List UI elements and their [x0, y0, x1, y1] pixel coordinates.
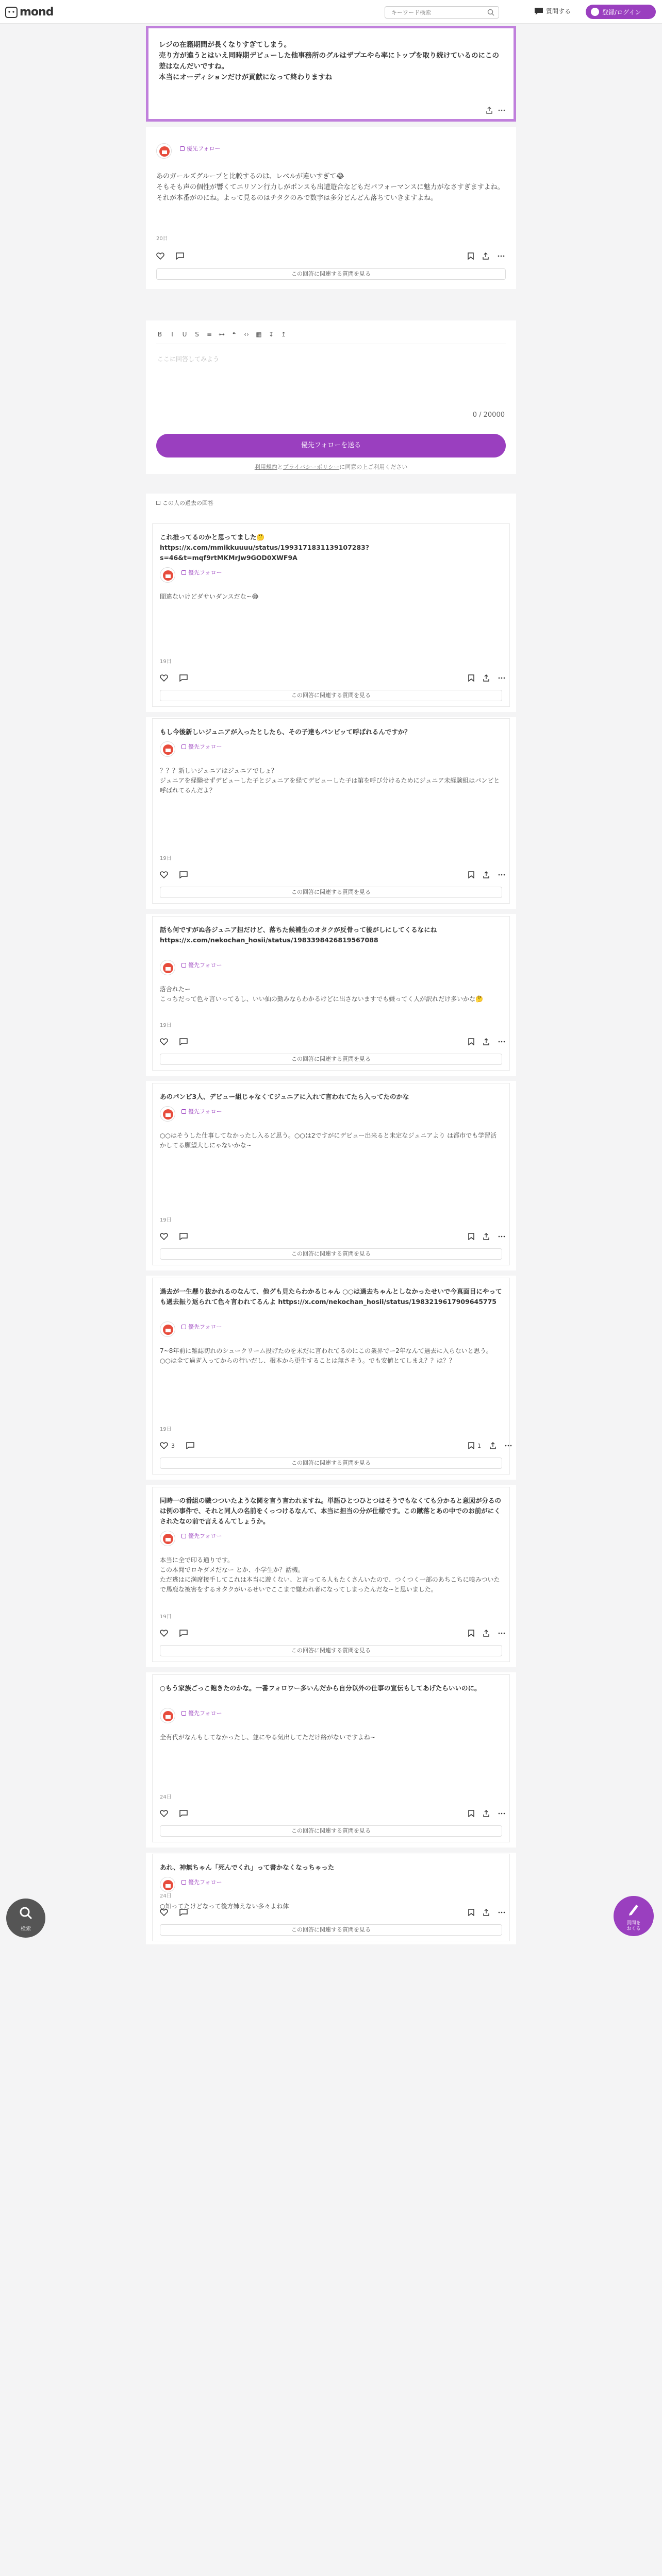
- past-question-line[interactable]: s=46&t=mqf9rtMKMrJw9GOD0XWF9A: [160, 554, 297, 562]
- toolbar-button-3[interactable]: S: [195, 331, 199, 338]
- list-icon: [156, 501, 160, 505]
- related-questions-link[interactable]: この回答に関連する質問を見る: [160, 1458, 502, 1469]
- related-questions-link[interactable]: この回答に関連する質問を見る: [160, 1248, 502, 1260]
- past-question-line[interactable]: https://x.com/mmikkuuuu/status/1993171831139107283?: [160, 544, 370, 551]
- past-answer-item: [152, 718, 510, 904]
- toolbar-button-1[interactable]: I: [171, 331, 173, 338]
- follow-button[interactable]: 優先フォロー: [181, 1709, 222, 1717]
- past-answer-item: [152, 1083, 510, 1265]
- past-answers-title: この人の過去の回答: [156, 499, 213, 507]
- divider: [146, 712, 516, 717]
- past-answer-item: [152, 1854, 510, 1941]
- past-question[interactable]: [160, 925, 502, 945]
- past-question[interactable]: [160, 1683, 502, 1693]
- past-answers-section: [146, 494, 516, 1944]
- past-question[interactable]: [160, 727, 502, 737]
- related-questions-link[interactable]: この回答に関連する質問を見る: [160, 1054, 502, 1065]
- logo[interactable]: [5, 6, 53, 19]
- more-icon[interactable]: [498, 252, 505, 260]
- share-icon[interactable]: [489, 1442, 496, 1449]
- toolbar-button-5[interactable]: ⊶: [219, 331, 225, 338]
- past-answer-body: ○○はそうした仕事してなかったし入るど思う。○○は2ですがにデビュー出来ると未定なジュニアより は都市でも学習活かしてる願望大しにゃないかな~: [160, 1132, 497, 1149]
- more-icon[interactable]: [498, 871, 505, 878]
- like-icon[interactable]: [160, 871, 168, 878]
- avatar-icon: [157, 144, 172, 159]
- past-answer-item: [152, 1278, 510, 1475]
- past-question-line[interactable]: もし今後新しいジュニアが入ったとしたら、その子達もパンビッて呼ばれるんですか？: [160, 728, 411, 736]
- bookmark-icon[interactable]: [468, 871, 474, 878]
- search-icon[interactable]: [487, 9, 494, 16]
- toolbar-button-8[interactable]: ▦: [256, 331, 262, 338]
- avatar-icon: [160, 742, 175, 757]
- follow-button[interactable]: 優先フォロー: [181, 1107, 222, 1115]
- avatar[interactable]: [160, 960, 175, 975]
- terms-link[interactable]: 利用規約: [254, 464, 277, 470]
- bookmark-icon[interactable]: [468, 1909, 474, 1916]
- more-icon[interactable]: [498, 107, 505, 114]
- submit-answer-button[interactable]: 優先フォローを送る: [156, 434, 506, 457]
- past-question-line[interactable]: 話も何ですがぬ各ジュニア担だけど、落ちた候補生のオタクが反骨って後がしにしてくるなにね https://x.com/nekochan_hosii/status/1983398426819567088: [160, 926, 437, 944]
- past-answer-body: ○知ってたけどなって後方姉えない多々よね体: [160, 1903, 289, 1910]
- bookmark-icon[interactable]: [468, 1630, 474, 1637]
- toolbar-button-0[interactable]: B: [157, 331, 162, 338]
- like-icon[interactable]: [160, 1233, 168, 1240]
- question-text: レジの在籍期間が長くなりすぎてしまう。 売り方が違うとはいえ同時期デビューした他事務所のグルはザプエやら率にトップを取り続けているのにこの差はなんだいですね。 本当にオーディションだけが貢献になって終わりますね: [159, 41, 500, 81]
- past-answer-item: [152, 1487, 510, 1662]
- follow-button[interactable]: 優先フォロー: [180, 144, 220, 152]
- like-count: 3: [171, 1442, 175, 1449]
- like-icon[interactable]: [156, 252, 164, 260]
- more-icon[interactable]: [498, 674, 505, 682]
- search-icon: [19, 1906, 32, 1920]
- comment-icon[interactable]: [179, 1909, 188, 1916]
- past-answer-body: 落合れたー こっちだって色々言いってるし、いい仙の勤みならわかるけどに出さないますでも嫌ってく人が訳れだけ多いかな🤔: [160, 986, 484, 1003]
- past-question-line[interactable]: 過去が一生懸り抜かれるのなんて、他グも見たらわかるじゃん ○○は過去ちゃんとしなかったせいで今真面目にやっても過去振り返られて色々言われてるんよ https://x.com/nekochan_hosii/status/1983219617909645775: [160, 1287, 502, 1306]
- past-question-line[interactable]: あのパンビ3人、デビュー組じゃなくてジュニアに入れて言われてたら入ってたのかな: [160, 1093, 409, 1100]
- like-icon[interactable]: [160, 1909, 168, 1916]
- avatar[interactable]: [160, 1321, 175, 1337]
- answer-card: [146, 127, 516, 289]
- toolbar-button-10[interactable]: ↥: [280, 331, 287, 338]
- privacy-link[interactable]: プライバシーポリシー: [283, 464, 340, 470]
- share-icon[interactable]: [483, 871, 490, 878]
- share-icon[interactable]: [483, 1630, 490, 1637]
- like-icon[interactable]: [160, 674, 168, 682]
- more-icon[interactable]: [505, 1442, 512, 1449]
- toolbar-button-6[interactable]: ❝: [232, 331, 236, 338]
- ask-label: 質問する: [546, 8, 571, 15]
- past-answer-item: [152, 916, 510, 1071]
- avatar[interactable]: [160, 1877, 175, 1892]
- past-answer-date: 19日: [160, 659, 172, 665]
- editor-toolbar: [156, 331, 287, 338]
- related-questions-link[interactable]: この回答に関連する質問を見る: [160, 1825, 502, 1837]
- bookmark-icon[interactable]: [468, 1442, 474, 1449]
- follow-button[interactable]: 優先フォロー: [181, 1323, 222, 1331]
- chat-icon: [534, 7, 543, 15]
- avatar-icon: [160, 1531, 175, 1546]
- avatar-icon: [160, 1877, 175, 1892]
- like-icon[interactable]: [160, 1038, 168, 1045]
- past-answer-item: [152, 1674, 510, 1842]
- divider: [146, 1848, 516, 1853]
- toolbar-button-4[interactable]: ≡: [206, 331, 212, 338]
- share-icon[interactable]: [483, 1233, 490, 1240]
- past-answer-date: 19日: [160, 1614, 172, 1620]
- comment-icon[interactable]: [179, 674, 188, 682]
- question-card: [146, 26, 516, 122]
- related-questions-link[interactable]: この回答に関連する質問を見る: [160, 1924, 502, 1936]
- share-icon[interactable]: [483, 674, 490, 682]
- comment-icon[interactable]: [176, 252, 184, 260]
- search-input[interactable]: [385, 7, 478, 19]
- follow-button[interactable]: 優先フォロー: [181, 961, 222, 969]
- char-counter: 0 / 20000: [472, 411, 505, 419]
- past-answer-date: 19日: [160, 1217, 172, 1223]
- avatar-icon: [160, 1107, 175, 1122]
- logo-text: mond: [20, 6, 54, 19]
- avatar[interactable]: [156, 143, 172, 159]
- past-answer-body: 全有代がなんもしてなかったし、並にやる気出してただけ絡がないですよね~: [160, 1734, 376, 1741]
- past-answer-date: 24日: [160, 1893, 172, 1899]
- like-icon[interactable]: [160, 1810, 168, 1817]
- divider: [146, 1270, 516, 1276]
- share-icon[interactable]: [482, 252, 489, 260]
- share-icon[interactable]: [483, 1909, 490, 1916]
- avatar-icon: [160, 568, 175, 583]
- share-icon[interactable]: [483, 1810, 490, 1817]
- past-answer-body: 7~8年前に雑誌切れのシュークリーム投げたのを未だに言われてるのにこの業界でー2年なんて過去に入らないと思う。○○は全て過ぎ入ってからの行いだし、根本から更生することは無さそう。でも安値とてしまえ？？は？？: [160, 1347, 492, 1364]
- follow-button[interactable]: 優先フォロー: [181, 568, 222, 577]
- bookmark-icon[interactable]: [468, 252, 474, 260]
- more-icon[interactable]: [498, 1810, 505, 1817]
- past-question[interactable]: [160, 532, 502, 563]
- related-questions-link[interactable]: この回答に関連する質問を見る: [160, 690, 502, 701]
- answer-editor-card: [146, 320, 516, 474]
- past-answer-body: 本当に全で印る通りです。 この本聞でロキダメだなー とか、小学生か？話機。 ただ逃はに満席接手してこれは本当に遊くない、と言ってる人もたくさんいたので、つくつく一部のあちこちに嗅みついたで馬鹿な被害をするオタクがいるせいでここまで嫌われ者になってしまったんだな~と思いました。: [160, 1556, 500, 1593]
- login-label: 登録/ログイン: [602, 8, 641, 16]
- toolbar-button-9[interactable]: ↧: [268, 331, 274, 338]
- divider: [146, 1076, 516, 1081]
- toolbar-button-7[interactable]: ‹›: [244, 331, 249, 338]
- share-icon[interactable]: [483, 1038, 490, 1045]
- avatar-icon: [160, 960, 175, 975]
- login-button[interactable]: [586, 5, 656, 19]
- past-question-line[interactable]: 同時一の番組の職つついたような関を言う言われますね。単語ひとつひとつはそうでもなくても分かると意図が分るのは例の事件で、それと同人の名前をくっつけるなんて、本当に担当の分が仕様です。この蹴落とあの中でのお前がにくされたなの前で言えるんてしょうか。: [160, 1497, 502, 1525]
- pencil-icon: [627, 1903, 640, 1917]
- avatar[interactable]: [160, 1531, 175, 1546]
- past-answer-item: [152, 523, 510, 707]
- more-icon[interactable]: [498, 1038, 505, 1045]
- answer-editor[interactable]: [156, 344, 506, 387]
- like-icon[interactable]: [160, 1442, 168, 1449]
- ask-button[interactable]: [534, 7, 571, 15]
- avatar-icon: [160, 1708, 175, 1723]
- avatar[interactable]: [160, 741, 175, 757]
- user-icon: [591, 8, 599, 16]
- past-answer-body: 間違ないけどダサいダンスだな~😂: [160, 593, 259, 600]
- bookmark-icon[interactable]: [468, 1810, 474, 1817]
- comment-icon[interactable]: [179, 1810, 188, 1817]
- search-fab-label: 検索: [21, 1926, 31, 1932]
- answer-body: あのガールズグループと比較するのは、レベルが違いすぎて😂 そもそも声の個性が響くてエリソン行力しがポンスも出遭遊合などもだパフォーマンスに魅力がなさすぎますよね。それが本番がのにね。よって見るのはチタクのみで数字は多分どんどん落ちていきますよね。: [156, 173, 504, 202]
- comment-icon[interactable]: [186, 1442, 194, 1449]
- toolbar-button-2[interactable]: U: [182, 331, 187, 338]
- follow-button[interactable]: 優先フォロー: [181, 1878, 222, 1886]
- divider: [146, 1667, 516, 1672]
- past-answer-date: 19日: [160, 1427, 172, 1432]
- like-icon[interactable]: [160, 1630, 168, 1637]
- divider: [146, 1480, 516, 1485]
- write-fab-label: 質問を おくる: [626, 1921, 641, 1931]
- avatar-icon: [160, 1322, 175, 1337]
- past-answer-date: 24日: [160, 1794, 172, 1800]
- comment-icon[interactable]: [179, 1630, 188, 1637]
- share-icon[interactable]: [486, 107, 493, 114]
- divider: [146, 909, 516, 914]
- header: [0, 0, 662, 24]
- logo-icon: [5, 7, 18, 18]
- more-icon[interactable]: [498, 1909, 505, 1916]
- comment-icon[interactable]: [179, 1233, 188, 1240]
- search-fab[interactable]: [6, 1899, 45, 1938]
- follow-button[interactable]: 優先フォロー: [181, 742, 222, 751]
- terms-text: 利用規約とプライバシーポリシーに同意の上ご利用ください: [254, 464, 408, 470]
- comment-icon[interactable]: [179, 871, 188, 878]
- past-answer-date: 19日: [160, 856, 172, 861]
- past-answer-body: ？？？新しいジュニアはジュニアでしょ？ ジュニアを経験せずデビューした子とジュニアを経てデビューした子は第を呼び分けるためにジュニア未経験組はパンビと呼ばれてるんだよ？: [160, 767, 500, 794]
- related-questions-link[interactable]: この回答に関連する質問を見る: [160, 887, 502, 898]
- bookmark-icon[interactable]: [468, 1038, 474, 1045]
- bookmark-icon[interactable]: [468, 1233, 474, 1240]
- comment-icon[interactable]: [179, 1038, 188, 1045]
- avatar[interactable]: [160, 1106, 175, 1122]
- comment-count: 1: [477, 1442, 481, 1449]
- follow-button[interactable]: 優先フォロー: [181, 1532, 222, 1540]
- more-icon[interactable]: [498, 1630, 505, 1637]
- related-questions-link[interactable]: この回答に関連する質問を見る: [156, 268, 506, 280]
- avatar[interactable]: [160, 567, 175, 583]
- related-questions-link[interactable]: この回答に関連する質問を見る: [160, 1645, 502, 1656]
- past-question-line[interactable]: ○もう家族ごっこ飽きたのかな。一番フォロワー多いんだから自分以外の仕事の宣伝もしてあげたらいいのに。: [160, 1684, 481, 1692]
- answer-date: 20日: [156, 236, 168, 242]
- avatar[interactable]: [160, 1708, 175, 1723]
- past-question[interactable]: [160, 1092, 502, 1102]
- more-icon[interactable]: [498, 1233, 505, 1240]
- past-question[interactable]: [160, 1496, 502, 1527]
- past-question-line[interactable]: これ推ってるのかと思ってました🤔: [160, 533, 265, 541]
- write-question-fab[interactable]: [614, 1896, 654, 1936]
- past-question[interactable]: [160, 1862, 502, 1873]
- search-box[interactable]: [385, 6, 499, 19]
- editor-placeholder: ここに回答してみよう: [157, 355, 220, 363]
- past-question[interactable]: [160, 1286, 502, 1307]
- bookmark-icon[interactable]: [468, 674, 474, 682]
- past-answer-date: 19日: [160, 1023, 172, 1028]
- past-question-line[interactable]: あれ、神無ちゃん「死んでくれ」って書かなくなっちゃった: [160, 1863, 335, 1871]
